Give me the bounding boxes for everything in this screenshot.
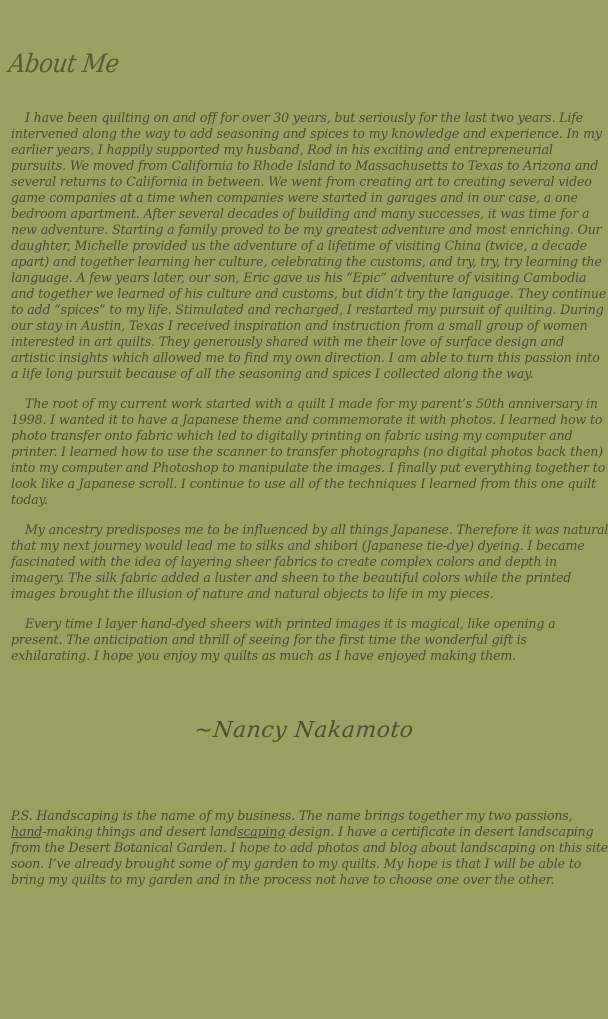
ps-underline-scaping: scaping — [237, 824, 286, 839]
about-content — [11, 110, 608, 678]
signature: ~Nancy Nakamoto — [193, 718, 415, 743]
postscript — [11, 808, 608, 888]
paragraph-root-of-work: The root of my current work started with a quilt I made for my parent’s 50th anniversary in 1998. I wanted it to have a Japanese theme and commemorate it with photos. I learned how to photo transfer onto fabric which led to digitally printing on fabric using my computer and printer. I learned how to use the scanner to transfer photographs (no digital photos back then) into my computer and Photoshop to manipulate the images. I finally put everything together to look like a Japanese scroll. I continue to use all of the techniques I learned from this one quilt today. — [11, 396, 606, 507]
ps-middle: -making things and desert land — [42, 824, 237, 839]
paragraph-ancestry: My ancestry predisposes me to be influenced by all things Japanese. Therefore it was natural that my next journey would lead me to silks and shibori (Japanese tie-dye) dyeing. I became fascinated with the idea of layering sheer fabrics to create complex colors and depth in imagery. The silk fabric added a luster and sheen to the beautiful colors while the printed images brought the illusion of nature and natural objects to life in my pieces. — [11, 522, 608, 601]
paragraph-intro: I have been quilting on and off for over 30 years, but seriously for the last two years. Life intervened along the way to add seasoning and spices to my knowledge and experience. In my earlier years, I happily supported my husband, Rod in his exciting and entrepreneurial pursuits. We moved from California to Rhode Island to Massachusetts to Texas to Arizona and several returns to California in between. We went from creating art to creating several video game companies at a time when companies were started in garages and in our case, a one bedroom apartment. After several decades of building and many successes, it was time for a new adventure. Starting a family proved to be my greatest adventure and most enriching. Our daughter, Michelle provided us the adventure of a lifetime of visiting China (twice, a decade apart) and together learning her culture, celebrating the customs, and try, try, try learning the language. A few years later, our son, Eric gave us his “Epic” adventure of visiting Cambodia and together we learned of his culture and customs, but didn’t try the language. They continue to add “spices” to my life. Stimulated and recharged, I restarted my pursuit of quilting. During our stay in Austin, Texas I received inspiration and instruction from a small group of women interested in art quilts. They generously shared with me their love of surface design and artistic insights which allowed me to find my own direction. I am able to turn this passion into a life long pursuit because of all the seasoning and spices I collected along the way. — [11, 110, 607, 381]
ps-underline-hand: hand — [11, 824, 43, 839]
ps-tail: design. I have a certificate in desert landscaping from the Desert Botanical Garden. I hope to add photos and blog about landscaping on this site soon. I’ve already brought some of my garden to my quilts. My hope is that I will be able to bring my quilts to my garden and in the process not have to choose one over the other. — [11, 824, 608, 887]
ps-lead: P.S. Handscaping is the name of my business. The name brings together my two passions, — [11, 808, 573, 823]
page-title: About Me — [6, 50, 121, 79]
paragraph-layering: Every time I layer hand-dyed sheers with printed images it is magical, like opening a present. The anticipation and thrill of seeing for the first time the wonderful gift is exhilarating. I hope you enjoy my quilts as much as I have enjoyed making them. — [11, 616, 556, 663]
